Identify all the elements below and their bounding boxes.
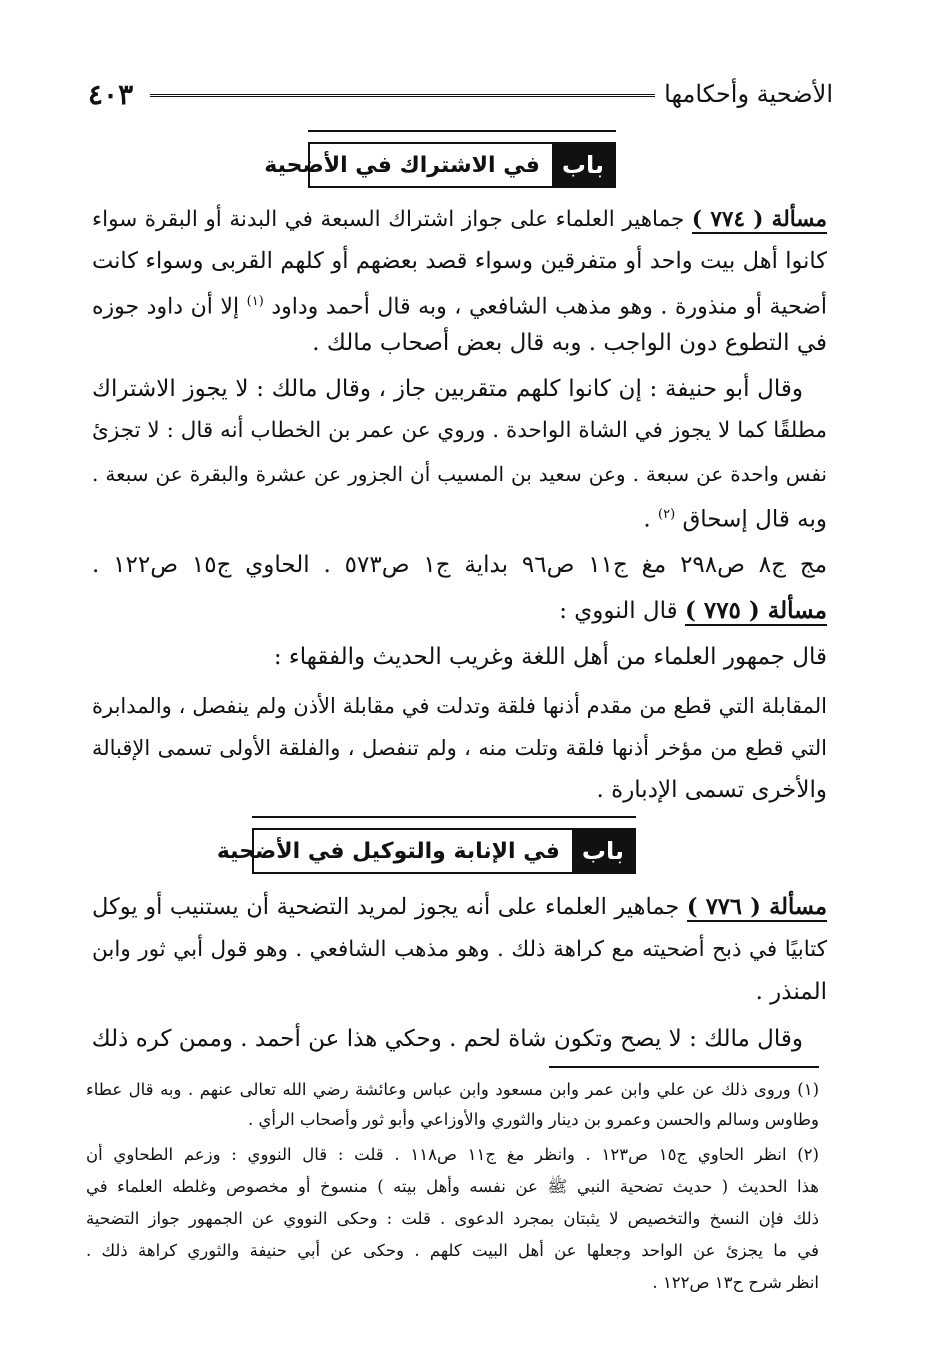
- footnote-line: (٢) انظر الحاوي ج١٥ ص١٢٣ . وانظر مغ ج١١ ص١١٨ . قلت : قال النووي : وزعم الطحاوي أن: [86, 1145, 819, 1164]
- paragraph-line: وبه قال إسحاق $^{(٢)}$ .: [643, 506, 827, 533]
- paragraph-line: والأخرى تسمى الإدبارة .: [596, 777, 827, 803]
- masala-label: مسألة ( ٧٧٤ ): [691, 207, 827, 232]
- paragraph-line: التي قطع من مؤخر أذنها فلقة وتلت منه ، ولم تنفصل ، والفلقة الأولى تسمى الإقبالة: [92, 736, 827, 760]
- chapter-bab-label: باب: [552, 144, 614, 186]
- footnote-line: في ما يجزئ عن الواحد وجعلها عن أهل البيت كلهم . وحكى عن أبي حنيفة والثوري كراهة ذلك .: [86, 1241, 819, 1260]
- paragraph-line: كانوا أهل بيت واحد أو متفرقين وسواء قصد بعضهم أو كلهم القربى وسواء كانت: [92, 248, 827, 274]
- chapter-heading: [216, 828, 636, 874]
- references-line: مج ج٨ ص٢٩٨ مغ ج١١ ص٩٦ بداية ج١ ص٥٧٣ . الحاوي ج١٥ ص١٢٢ .: [92, 552, 828, 578]
- chapter-heading-rule: [252, 816, 636, 818]
- paragraph-line: مطلقًا كما لا يجوز في الشاة الواحدة . وروي عن عمر بن الخطاب أنه قال : لا تجزئ: [92, 418, 827, 443]
- masala-label: مسألة ( ٧٧٦ ): [686, 894, 827, 920]
- chapter-heading-rule: [308, 130, 616, 132]
- chapter-title: في الإنابة والتوكيل في الأضحية: [216, 838, 560, 864]
- header-rule: [150, 94, 655, 100]
- footnote-ref: (٢): [658, 507, 676, 522]
- chapter-heading: [264, 142, 616, 188]
- footnote-line: وطاوس وسالم والحسن وعمرو بن دينار والثوري والأوزاعي وأبو ثور وأصحاب الرأي .: [247, 1110, 819, 1129]
- paragraph-line: نفس واحدة عن سبعة . وعن سعيد بن المسيب أن الجزور عن عشرة والبقرة عن سبعة .: [92, 462, 827, 486]
- footnote-line: انظر شرح ح١٣ ص١٢٢ .: [652, 1273, 819, 1292]
- paragraph-line: وقال أبو حنيفة : إن كانوا كلهم متقربين جاز ، وقال مالك : لا يجوز الاشتراك: [92, 376, 803, 402]
- footnote-line: (١) وروى ذلك عن علي وابن عمر وابن مسعود وابن عباس وعائشة رضي الله تعالى عنهم . وبه قال عطاء: [86, 1080, 819, 1099]
- paragraph-line: المنذر .: [755, 979, 827, 1005]
- footnote-line: هذا الحديث ( حديث تضحية النبي ﷺ عن نفسه وأهل بيته ) منسوخ أو مخصوص وغلطه العلماء في: [86, 1177, 819, 1196]
- footnote-separator: [549, 1066, 819, 1068]
- paragraph-line: مسألة ( ٧٧٥ ) قال النووي :: [559, 597, 827, 624]
- chapter-title: في الاشتراك في الأضحية: [264, 152, 540, 178]
- paragraph-line: وقال مالك : لا يصح وتكون شاة لحم . وحكي هذا عن أحمد . وممن كره ذلك: [91, 1026, 803, 1052]
- paragraph-line: قال جمهور العلماء من أهل اللغة وغريب الحديث والفقهاء :: [273, 644, 827, 670]
- paragraph-line: في التطوع دون الواجب . وبه قال بعض أصحاب مالك .: [312, 330, 827, 356]
- paragraph-line: مسألة ( ٧٧٦ ) جماهير العلماء على أنه يجوز لمريد التضحية أن يستنيب أو يوكل: [92, 894, 827, 920]
- paragraph-line: أضحية أو منذورة . وهو مذهب الشافعي ، وبه قال أحمد وداود $^{(١)}$ إلا أن داود جوزه: [92, 294, 827, 320]
- footnote-line: ذلك فإن النسخ والتخصيص لا يثبتان بمجرد الدعوى . قلت : وحكى النووي عن الجمهور جواز التضحية: [86, 1209, 819, 1228]
- paragraph-line: مسألة ( ٧٧٤ ) جماهير العلماء على جواز اشتراك السبعة في البدنة أو البقرة سواء: [92, 207, 827, 232]
- book-title: الأضحية وأحكامها: [664, 80, 833, 108]
- paragraph-line: المقابلة التي قطع من مقدم أذنها فلقة وتدلت في مقابلة الأذن ولم ينفصل ، والمدابرة: [92, 694, 827, 718]
- chapter-bab-label: باب: [572, 830, 634, 872]
- running-header: [88, 78, 833, 114]
- page-number: ٤٠٣: [88, 78, 134, 111]
- masala-label: مسألة ( ٧٧٥ ): [684, 597, 827, 624]
- footnote-ref: (١): [246, 294, 264, 309]
- paragraph-line: كتابيًا في ذبح أضحيته مع كراهة ذلك . وهو مذهب الشافعي . وهو قول أبي ثور وابن: [92, 937, 827, 962]
